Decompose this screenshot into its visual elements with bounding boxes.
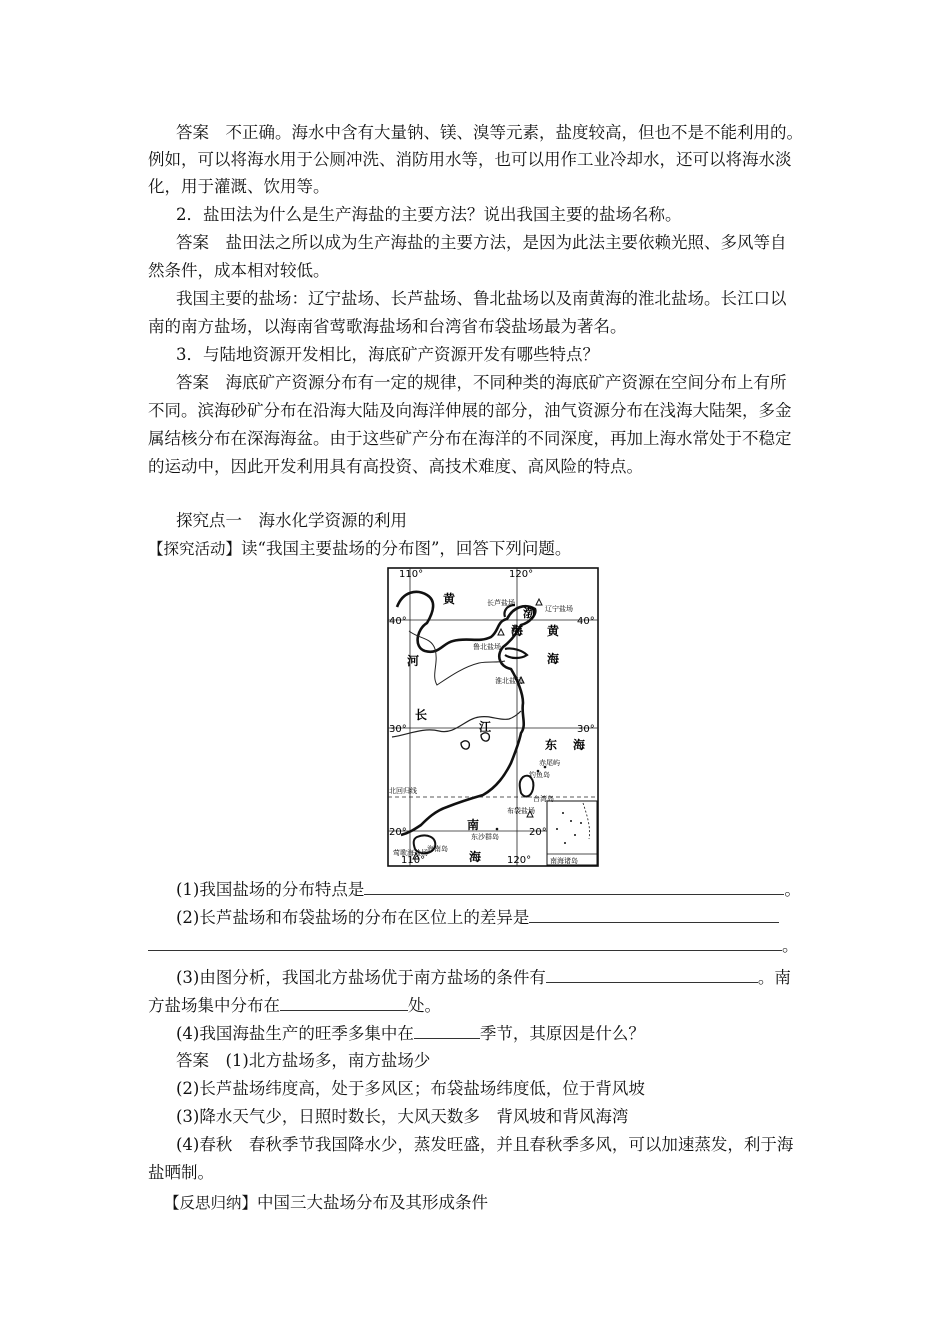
sea-label: 海 (573, 738, 586, 752)
answer-2-line-3: 我国主要的盐场：辽宁盐场、长芦盐场、鲁北盐场以及南黄海的淮北盐场。长江口以 (176, 289, 787, 308)
sea-label: 海 (469, 850, 482, 864)
question-3-line-1 (176, 964, 846, 991)
q2-suffix: 。 (782, 936, 799, 955)
activity-text: 读“我国主要盐场的分布图”，回答下列问题。 (241, 539, 572, 558)
question-2-line-2 (148, 932, 818, 959)
question-4 (176, 1020, 846, 1047)
question-1 (176, 876, 846, 903)
place-label: 鲁北盐场 (473, 643, 501, 651)
q3-mid: 。南 (757, 968, 791, 987)
place-label: 布袋盐场 (507, 807, 535, 815)
salt-field-map (387, 567, 599, 867)
lat-label: 20° (529, 827, 547, 838)
answer-1-line-2: 例如，可以将海水用于公厕冲洗、消防用水等，也可以用作工业冷却水，还可以将海水淡 (148, 150, 792, 169)
answer-2-line-2: 然条件，成本相对较低。 (148, 261, 330, 280)
q2-blank-2[interactable] (148, 932, 782, 951)
answer-3-line-4: 的运动中，因此开发利用具有高投资、高技术难度、高风险的特点。 (148, 457, 643, 476)
answer-2-line-1: 答案 盐田法之所以成为生产海盐的主要方法，是因为此法主要依赖光照、多风等自 (176, 233, 787, 252)
answer-1-line-1: 答案 不正确。海水中含有大量钠、镁、溴等元素，盐度较高，但也不是不能利用的。 (176, 123, 803, 142)
lon-label: 110° (401, 855, 426, 866)
reflection-tag: 【反思归纳】 (164, 1194, 258, 1212)
sea-label: 海 (547, 652, 560, 666)
answer-1-line-3: 化，用于灌溉、饮用等。 (148, 177, 330, 196)
place-label: 辽宁盐场 (545, 605, 573, 613)
place-label: 南海诸岛 (550, 857, 578, 865)
q4-blank[interactable] (414, 1020, 480, 1039)
reflection-line (164, 1190, 834, 1216)
sea-label: 海 (511, 624, 524, 638)
lat-label: 40° (389, 616, 407, 627)
q3-prefix: (3)由图分析，我国北方盐场优于南方盐场的条件有 (176, 968, 546, 987)
south-sea-inset (547, 801, 597, 865)
river-label: 长 (415, 708, 428, 722)
q3-l2-prefix: 方盐场集中分布在 (148, 996, 280, 1015)
lon-label: 110° (399, 569, 424, 580)
place-label: 淮北盐场 (495, 677, 523, 685)
answer-3-line-3: 属结核分布在深海海盆。由于这些矿产分布在海洋的不同深度，再加上海水常处于不稳定 (148, 429, 792, 448)
answer-block-4-line-1: (4)春秋 春秋季节我国降水少，蒸发旺盛，并且春秋季多风，可以加速蒸发，利于海 (176, 1135, 794, 1154)
question-3-line-2 (148, 992, 818, 1019)
q1-blank[interactable] (364, 876, 784, 895)
reflection-text: 中国三大盐场分布及其形成条件 (257, 1193, 489, 1212)
question-3: 3．与陆地资源开发相比，海底矿产资源开发有哪些特点？ (176, 345, 599, 364)
lat-label: 20° (389, 827, 407, 838)
answer-block-1: 答案 (1)北方盐场多，南方盐场少 (176, 1051, 431, 1070)
q3-blank-1[interactable] (546, 964, 758, 983)
q1-suffix: 。 (784, 880, 801, 899)
place-label: 台湾岛 (533, 795, 554, 803)
lat-label: 30° (577, 724, 595, 735)
sea-label: 黄 (547, 624, 560, 638)
place-label: 钓鱼岛 (529, 771, 550, 779)
activity-tag: 【探究活动】 (148, 540, 242, 558)
place-label: 赤尾屿 (539, 759, 560, 767)
q4-prefix: (4)我国海盐生产的旺季多集中在 (176, 1024, 414, 1043)
answer-block-4-line-2: 盐晒制。 (148, 1163, 214, 1182)
q2-blank-1[interactable] (529, 904, 779, 923)
answer-3-line-2: 不同。滨海砂矿分布在沿海大陆及向海洋伸展的部分，油气资源分布在浅海大陆架，多金 (148, 401, 792, 420)
q3-l2-suffix: 处。 (408, 996, 441, 1015)
q1-prefix: (1)我国盐场的分布特点是 (176, 880, 365, 899)
tropic-label: 北回归线 (389, 787, 417, 795)
activity-line (148, 536, 818, 562)
place-label: 莺歌海盐场 (393, 849, 428, 857)
question-2: 2．盐田法为什么是生产海盐的主要方法？说出我国主要的盐场名称。 (176, 205, 682, 224)
answer-2-line-4: 南的南方盐场，以海南省莺歌海盐场和台湾省布袋盐场最为著名。 (148, 317, 627, 336)
sea-label: 东 (545, 738, 558, 752)
lat-label: 40° (577, 616, 595, 627)
answer-3-line-1: 答案 海底矿产资源分布有一定的规律，不同种类的海底矿产资源在空间分布上有所 (176, 373, 787, 392)
question-2-line-1 (176, 904, 846, 931)
q4-suffix: 季节，其原因是什么？ (479, 1024, 645, 1043)
place-label: 东沙群岛 (471, 833, 499, 841)
place-label: 海南岛 (427, 845, 448, 853)
place-label: 长芦盐场 (487, 599, 515, 607)
river-label: 江 (479, 720, 492, 734)
sea-label: 渤 (523, 606, 536, 620)
lat-label: 30° (389, 724, 407, 735)
lon-label: 120° (507, 855, 532, 866)
sea-label: 黄 (443, 592, 456, 606)
q2-prefix: (2)长芦盐场和布袋盐场的分布在区位上的差异是 (176, 908, 530, 927)
q3-blank-2[interactable] (280, 992, 408, 1011)
answer-block-2: (2)长芦盐场纬度高，处于多风区；布袋盐场纬度低，位于背风坡 (176, 1079, 645, 1098)
answer-block-3: (3)降水天气少，日照时数长，大风天数多 背风坡和背风海湾 (176, 1107, 629, 1126)
section-title: 探究点一 海水化学资源的利用 (176, 511, 407, 530)
lon-label: 120° (509, 569, 534, 580)
river-label: 河 (407, 654, 420, 668)
sea-label: 南 (467, 818, 480, 832)
